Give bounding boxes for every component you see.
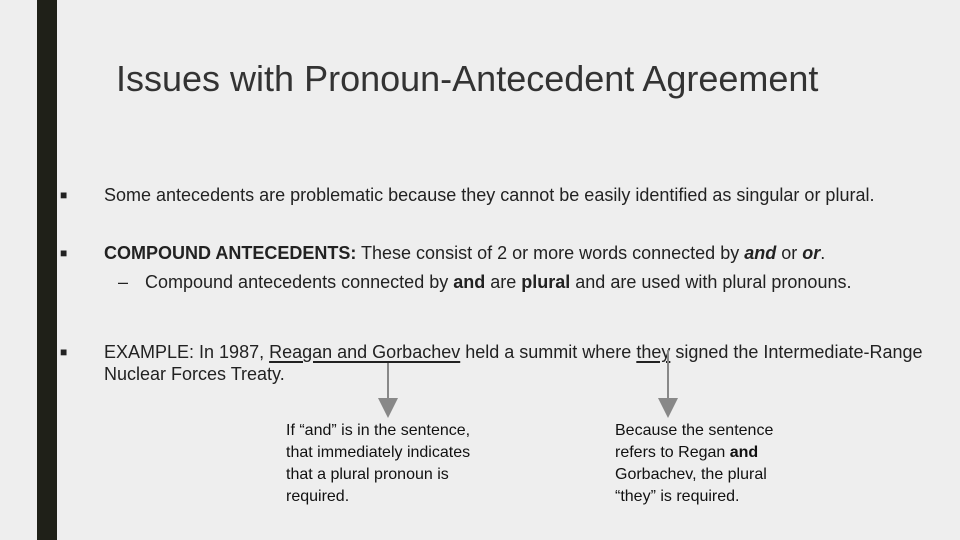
antecedent-underlined: Reagan and Gorbachev <box>269 342 461 362</box>
note-and-explanation: If “and” is in the sentence, that immediately indicates that a plural pronoun is required. <box>286 422 471 505</box>
dash-marker: – <box>118 272 129 292</box>
bullet-text: COMPOUND ANTECEDENTS: These consist of 2 or more words connected by and or or. <box>104 243 826 263</box>
sub-bullet-text: Compound antecedents connected by and are plural and are used with plural pronouns. <box>145 272 852 292</box>
bullet-text: EXAMPLE: In 1987, Reagan and Gorbachev held a summit where they signed the Intermediate-Range Nuclear Forces Treaty. <box>104 342 923 384</box>
bullet-text: Some antecedents are problematic because they cannot be easily identified as singular or plural. <box>104 185 875 205</box>
emphasis-or: or <box>802 243 821 263</box>
pronoun-underlined: they <box>636 342 671 362</box>
bullet-marker: ■ <box>60 345 68 359</box>
emphasis-plural: plural <box>521 272 571 292</box>
note-they-explanation: Because the sentence refers to Regan and Gorbachev, the plural “they” is required. <box>615 422 774 505</box>
compound-label: COMPOUND ANTECEDENTS: <box>104 243 357 263</box>
bullet-marker: ■ <box>60 246 68 260</box>
emphasis-and: and <box>744 243 777 263</box>
slide-title: Issues with Pronoun-Antecedent Agreement <box>116 58 819 99</box>
bullet-marker: ■ <box>60 188 68 202</box>
emphasis-and: and <box>453 272 486 292</box>
emphasis-and: and <box>729 444 759 461</box>
